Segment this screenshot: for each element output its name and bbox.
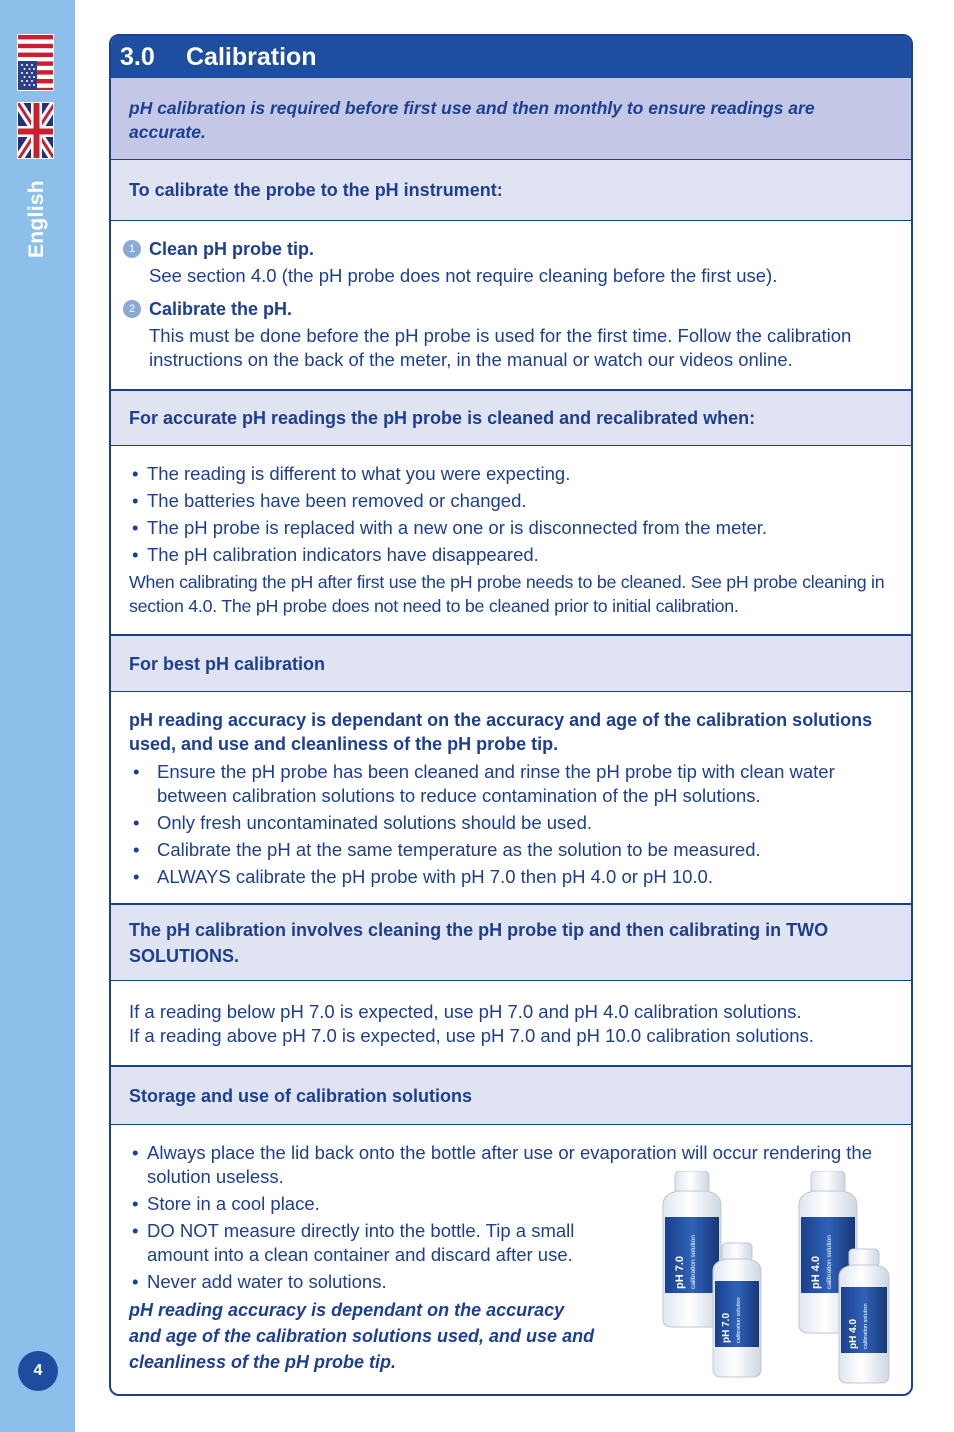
storage-heading (111, 1067, 911, 1125)
calibrate-heading (111, 160, 911, 221)
section-title (111, 36, 911, 78)
bottle-solution-label: calibration solution (736, 1297, 742, 1343)
recalibrate-heading-text: For accurate pH readings the pH probe is cleaned and recalibrated when: (129, 408, 756, 428)
step-text: This must be done before the pH probe is used for the first time. Follow the calibration instructions on the back of the meter, in the manual or watch our videos online. (149, 325, 852, 370)
bottle-solution-label: calibration solution (863, 1303, 869, 1349)
bottle-icon (663, 1171, 721, 1327)
step-number-icon: 2 (123, 300, 141, 318)
list-item: • Only fresh uncontaminated solutions should be used. (129, 811, 893, 835)
bottle-icon (713, 1243, 761, 1377)
storage-body (111, 1125, 911, 1395)
list-item: • The pH calibration indicators have disappeared. (129, 543, 893, 567)
list-item: • Store in a cool place. (129, 1192, 893, 1216)
bottle-icon (839, 1249, 889, 1383)
step-number-icon: 1 (123, 240, 141, 258)
bottle-ph-label: pH 4.0 (810, 1255, 822, 1289)
list-item: • The reading is different to what you were expecting. (129, 462, 893, 486)
bottle-solution-label: calibration solution (826, 1235, 833, 1289)
list-item: • The batteries have been removed or changed. (129, 489, 893, 513)
list-item: • DO NOT measure directly into the bottle. Tip a small amount into a clean container and discard after use. (129, 1219, 624, 1267)
list-item: • The pH probe is replaced with a new one or is disconnected from the meter. (129, 516, 893, 540)
page-number-badge: 4 (18, 1351, 58, 1391)
recalibrate-list (129, 462, 893, 567)
bottle-ph-label: pH 4.0 (848, 1318, 859, 1349)
calibration-bottles-image (649, 1171, 899, 1391)
best-calibration-heading-text: For best pH calibration (129, 653, 326, 674)
list-item: • Ensure the pH probe has been cleaned and rinse the pH probe tip with clean water between calibration solutions to reduce contamination of the pH solutions. (129, 760, 893, 808)
bottle-ph-label: pH 7.0 (674, 1255, 686, 1289)
step-text: See section 4.0 (the pH probe does not require cleaning before the first use). (149, 265, 778, 286)
step-title: Clean pH probe tip. (149, 239, 315, 259)
recalibrate-note: When calibrating the pH after first use the pH probe needs to be cleaned. See pH probe cleaning in section 4.0. The pH probe does not need to be cleaned prior to initial calibration. (129, 572, 885, 616)
list-item: • ALWAYS calibrate the pH probe with pH 7.0 then pH 4.0 or pH 10.0. (129, 865, 893, 889)
intro-note: pH calibration is required before first use and then monthly to ensure readings are accurate. (111, 78, 911, 160)
two-solutions-heading-text: The pH calibration involves cleaning the pH probe tip and then calibrating in TWO SOLUTIONS. (129, 919, 829, 966)
list-item: • Calibrate the pH at the same temperature as the solution to be measured. (129, 838, 893, 862)
list-item: • Never add water to solutions. (129, 1270, 893, 1294)
storage-heading-text: Storage and use of calibration solutions (129, 1085, 473, 1106)
two-solutions-line: If a reading above pH 7.0 is expected, use pH 7.0 and pH 10.0 calibration solutions. (129, 1025, 814, 1046)
recalibrate-body (111, 446, 911, 636)
bottle-ph-label: pH 7.0 (721, 1312, 732, 1343)
us-flag-icon[interactable] (17, 34, 54, 91)
best-calibration-list (129, 760, 893, 889)
list-item: • Always place the lid back onto the bottle after use or evaporation will occur rendering the solution useless. (129, 1141, 893, 1189)
step-2 (129, 297, 893, 372)
step-1 (129, 237, 893, 288)
calibrate-steps (111, 221, 911, 391)
two-solutions-line: If a reading below pH 7.0 is expected, use pH 7.0 and pH 4.0 calibration solutions. (129, 1001, 802, 1022)
language-label[interactable]: English (25, 180, 48, 258)
uk-flag-icon[interactable] (17, 102, 54, 159)
language-sidebar (0, 0, 75, 1432)
two-solutions-body (111, 981, 911, 1067)
section-number: 3.0 (120, 43, 155, 71)
section-title-text: Calibration (186, 43, 317, 71)
bottle-solution-label: calibration solution (690, 1235, 697, 1289)
two-solutions-heading (111, 905, 911, 981)
calibrate-heading-text: To calibrate the probe to the pH instrument: (129, 180, 503, 200)
recalibrate-heading (111, 391, 911, 446)
best-calibration-heading (111, 636, 911, 692)
best-calibration-lead: pH reading accuracy is dependant on the accuracy and age of the calibration solutions used, and use and cleanliness of the pH probe tip. (129, 710, 873, 754)
storage-note: pH reading accuracy is dependant on the accuracy and age of the calibration solutions used, and use and cleanliness of the pH probe tip. (129, 1300, 595, 1372)
calibration-panel (109, 34, 913, 1396)
best-calibration-body (111, 692, 911, 905)
step-title: Calibrate the pH. (149, 299, 293, 319)
